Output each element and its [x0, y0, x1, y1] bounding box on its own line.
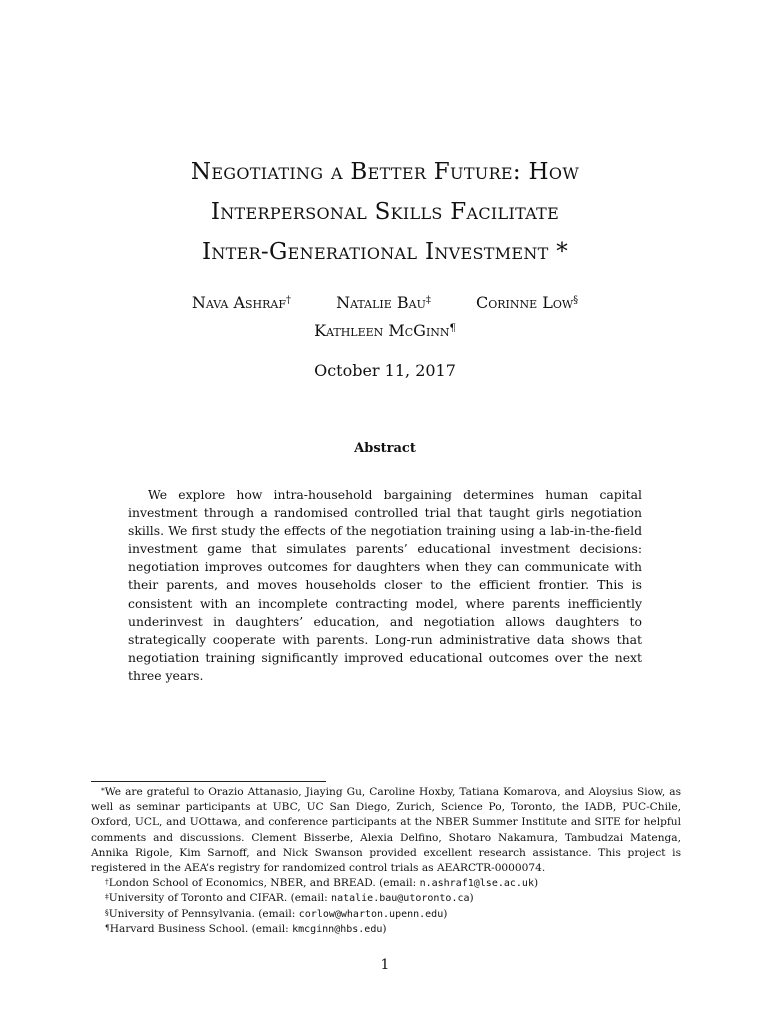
email-link[interactable]: kmcginn@hbs.edu — [292, 923, 383, 935]
footnote-text: We are grateful to Orazio Attanasio, Jiaying Gu, Caroline Hoxby, Tatiana Komarova, and Aloysius Siow, as well as seminar participants at UBC, UC San Diego, Zurich, Science Po, Toronto, the IADB, PUC-Chile, Oxford, UCL, and UOttawa, and conference participants at the NBER Summer Institute and SITE for helpful comments and discussions. Clement Bisserbe, Alexia Delfino, Shotaro Nakamura, Tambudzai Matenga, Annika Rigole, Kim Sarnoff, and Nick Swanson provided excellent research assistance. This project is registered in the AEA’s registry for randomized control trials as AEARCTR-0000074. — [91, 786, 681, 875]
footnote-mark: ‡ — [105, 892, 109, 902]
footnote-rule — [91, 781, 326, 782]
author-footnote-mark: § — [573, 295, 579, 306]
author-name: Corinne Low — [475, 293, 574, 312]
author-footnote-mark: ¶ — [449, 323, 456, 334]
footnote-mark: † — [105, 877, 109, 887]
footnote-text: London School of Economics, NBER, and BREAD. (email: — [108, 877, 420, 890]
author-footnote-mark: ‡ — [425, 295, 431, 306]
author-row-1 — [100, 289, 670, 317]
author-list — [100, 289, 670, 345]
author-footnote-mark: † — [286, 295, 291, 306]
title-line-1: Negotiating a Better Future: How — [190, 159, 580, 185]
footnote-affiliation-bau — [91, 891, 681, 906]
author-bau — [336, 289, 431, 317]
title-line-2: Interpersonal Skills Facilitate — [210, 199, 560, 225]
paper-date: October 11, 2017 — [314, 361, 456, 380]
author-row-2 — [100, 317, 670, 345]
footnote-affiliation-low — [91, 907, 681, 922]
author-name: Natalie Bau — [336, 293, 426, 312]
author-ashraf — [192, 289, 291, 317]
footnote-close: ) — [533, 877, 539, 890]
author-low — [476, 289, 578, 317]
abstract-text: We explore how intra-household bargaining determines human capital investment through a randomised controlled trial that taught girls negotiation skills. We first study the effects of the negotiation training using a lab-in-the-field investment game that simulates parents’ educational investment decisions: negotiation improves outcomes for daughters when they can communicate with their parents, and moves households closer to the efficient frontier. This is consistent with an incomplete contracting model, where parents inefficiently underinvest in daughters’ education, and negotiation allows daughters to strategically cooperate with parents. Long-run administrative data shows that negotiation training significantly improved educational outcomes over the next three years. — [128, 487, 642, 683]
footnote-close: ) — [382, 922, 387, 935]
footnote-affiliation-mcginn — [91, 922, 681, 937]
author-name: Nava Ashraf — [191, 293, 286, 312]
footnote-close: ) — [469, 892, 474, 905]
footnote-mark: * — [101, 786, 105, 795]
footnote-close: ) — [443, 907, 448, 920]
email-link[interactable]: n.ashraf1@lse.ac.uk — [419, 878, 534, 890]
abstract-heading: Abstract — [354, 441, 416, 456]
paper-title — [100, 152, 670, 272]
footnote-acknowledgements — [91, 785, 681, 876]
author-mcginn — [314, 317, 456, 345]
email-link[interactable]: natalie.bau@utoronto.ca — [331, 893, 470, 905]
page-number: 1 — [380, 957, 390, 973]
title-line-3: Inter-Generational Investment * — [201, 239, 569, 265]
footnote-text: University of Toronto and CIFAR. (email: — [108, 892, 332, 905]
footnote-text: Harvard Business School. (email: — [109, 922, 293, 935]
footnote-affiliation-ashraf — [91, 876, 681, 891]
author-name: Kathleen McGinn — [314, 321, 450, 340]
footnote-mark: § — [105, 907, 109, 917]
footnote-mark: ¶ — [105, 922, 110, 932]
footnotes — [91, 785, 681, 937]
footnote-text: University of Pennsylvania. (email: — [108, 907, 299, 920]
email-link[interactable]: corlow@wharton.upenn.edu — [298, 908, 444, 920]
